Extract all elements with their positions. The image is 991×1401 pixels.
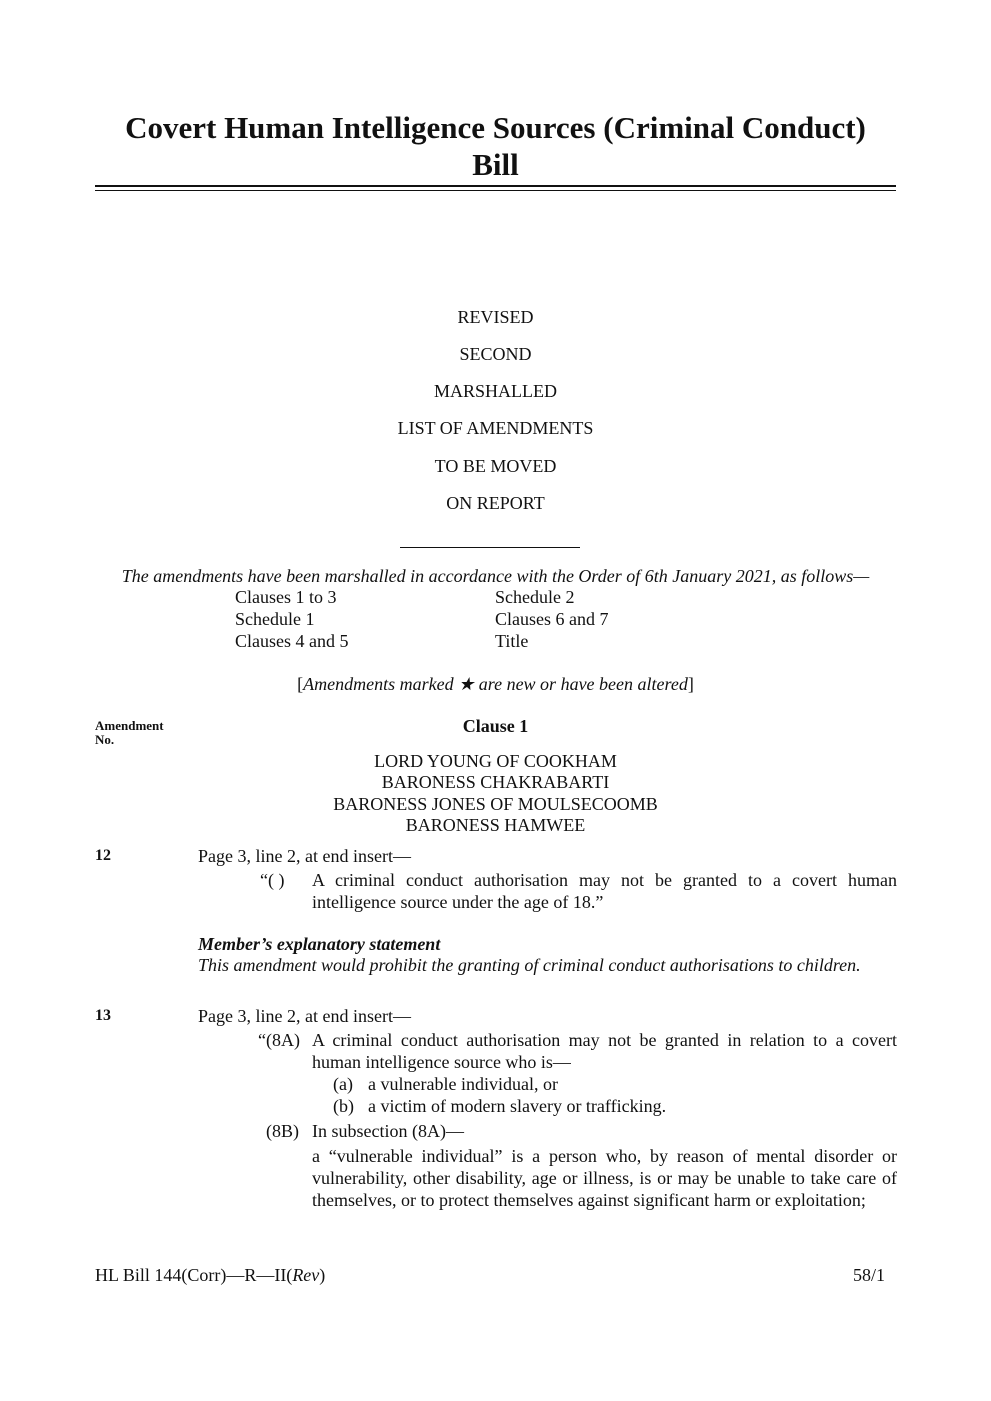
title-rule (95, 185, 896, 187)
item-text: a victim of modern slavery or trafficking. (368, 1096, 667, 1116)
order-item: Clauses 1 to 3 (235, 587, 337, 607)
bill-title-line1: Covert Human Intelligence Sources (Criminal Conduct) (125, 110, 866, 145)
amendment-instruction: Page 3, line 2, at end insert— (198, 846, 411, 866)
order-item: Schedule 2 (495, 587, 575, 607)
heading-line: MARSHALLED (433, 381, 557, 401)
title-rule-thin (95, 190, 896, 191)
order-item: Clauses 6 and 7 (495, 609, 609, 629)
footer-page: 58/1 (852, 1265, 885, 1285)
amendment-text: A criminal conduct authorisation may not be granted to a covert human intelligence source under the age of 18.” (312, 870, 897, 912)
amendment-number: 13 (95, 1007, 111, 1024)
sponsor: BARONESS CHAKRABARTI (381, 772, 610, 792)
heading-line: REVISED (457, 307, 534, 327)
sponsor: BARONESS JONES OF MOULSECOOMB (333, 794, 658, 814)
definition-text: a “vulnerable individual” is a person who, by reason of mental disorder or vulnerability, other disability, age or illness, is or may be unable to take care of themselves, or to protect themselves against significant harm or exploitation; (312, 1146, 897, 1210)
order-item: Title (495, 631, 529, 651)
heading-line: SECOND (459, 344, 532, 364)
amendment-no-label: Amendment No. (95, 718, 164, 747)
item-text: a vulnerable individual, or (368, 1074, 558, 1094)
star-note: [Amendments marked ★ are new or have been altered] (297, 674, 694, 694)
explanatory-statement: This amendment would prohibit the granting of criminal conduct authorisations to children. (198, 955, 861, 975)
heading-line: ON REPORT (446, 493, 545, 513)
item-label: (b) (333, 1096, 354, 1116)
amendment-text: In subsection (8A)— (312, 1121, 464, 1141)
subsection-label: (8B) (266, 1121, 299, 1141)
footer-bill-ref: HL Bill 144(Corr)—R—II(Rev) (95, 1265, 326, 1285)
clause-heading: Clause 1 (462, 716, 529, 736)
sponsor: BARONESS HAMWEE (405, 815, 586, 835)
bill-title-line2: Bill (472, 147, 519, 182)
item-label: (a) (333, 1074, 353, 1094)
amendment-number: 12 (95, 847, 111, 864)
order-item: Schedule 1 (235, 609, 315, 629)
subsection-label: “( ) (260, 870, 285, 890)
amendment-instruction: Page 3, line 2, at end insert— (198, 1006, 411, 1026)
amendment-text: A criminal conduct authorisation may not be granted in relation to a covert human intelligence source who is— (312, 1030, 897, 1072)
subsection-label: “(8A) (258, 1030, 300, 1050)
order-item: Clauses 4 and 5 (235, 631, 349, 651)
divider (400, 547, 580, 548)
explanatory-heading: Member’s explanatory statement (198, 934, 441, 954)
order-text: The amendments have been marshalled in accordance with the Order of 6th January 2021, as follows— (121, 566, 870, 586)
heading-line: LIST OF AMENDMENTS (397, 418, 594, 438)
sponsor: LORD YOUNG OF COOKHAM (374, 751, 617, 771)
heading-line: TO BE MOVED (434, 456, 557, 476)
